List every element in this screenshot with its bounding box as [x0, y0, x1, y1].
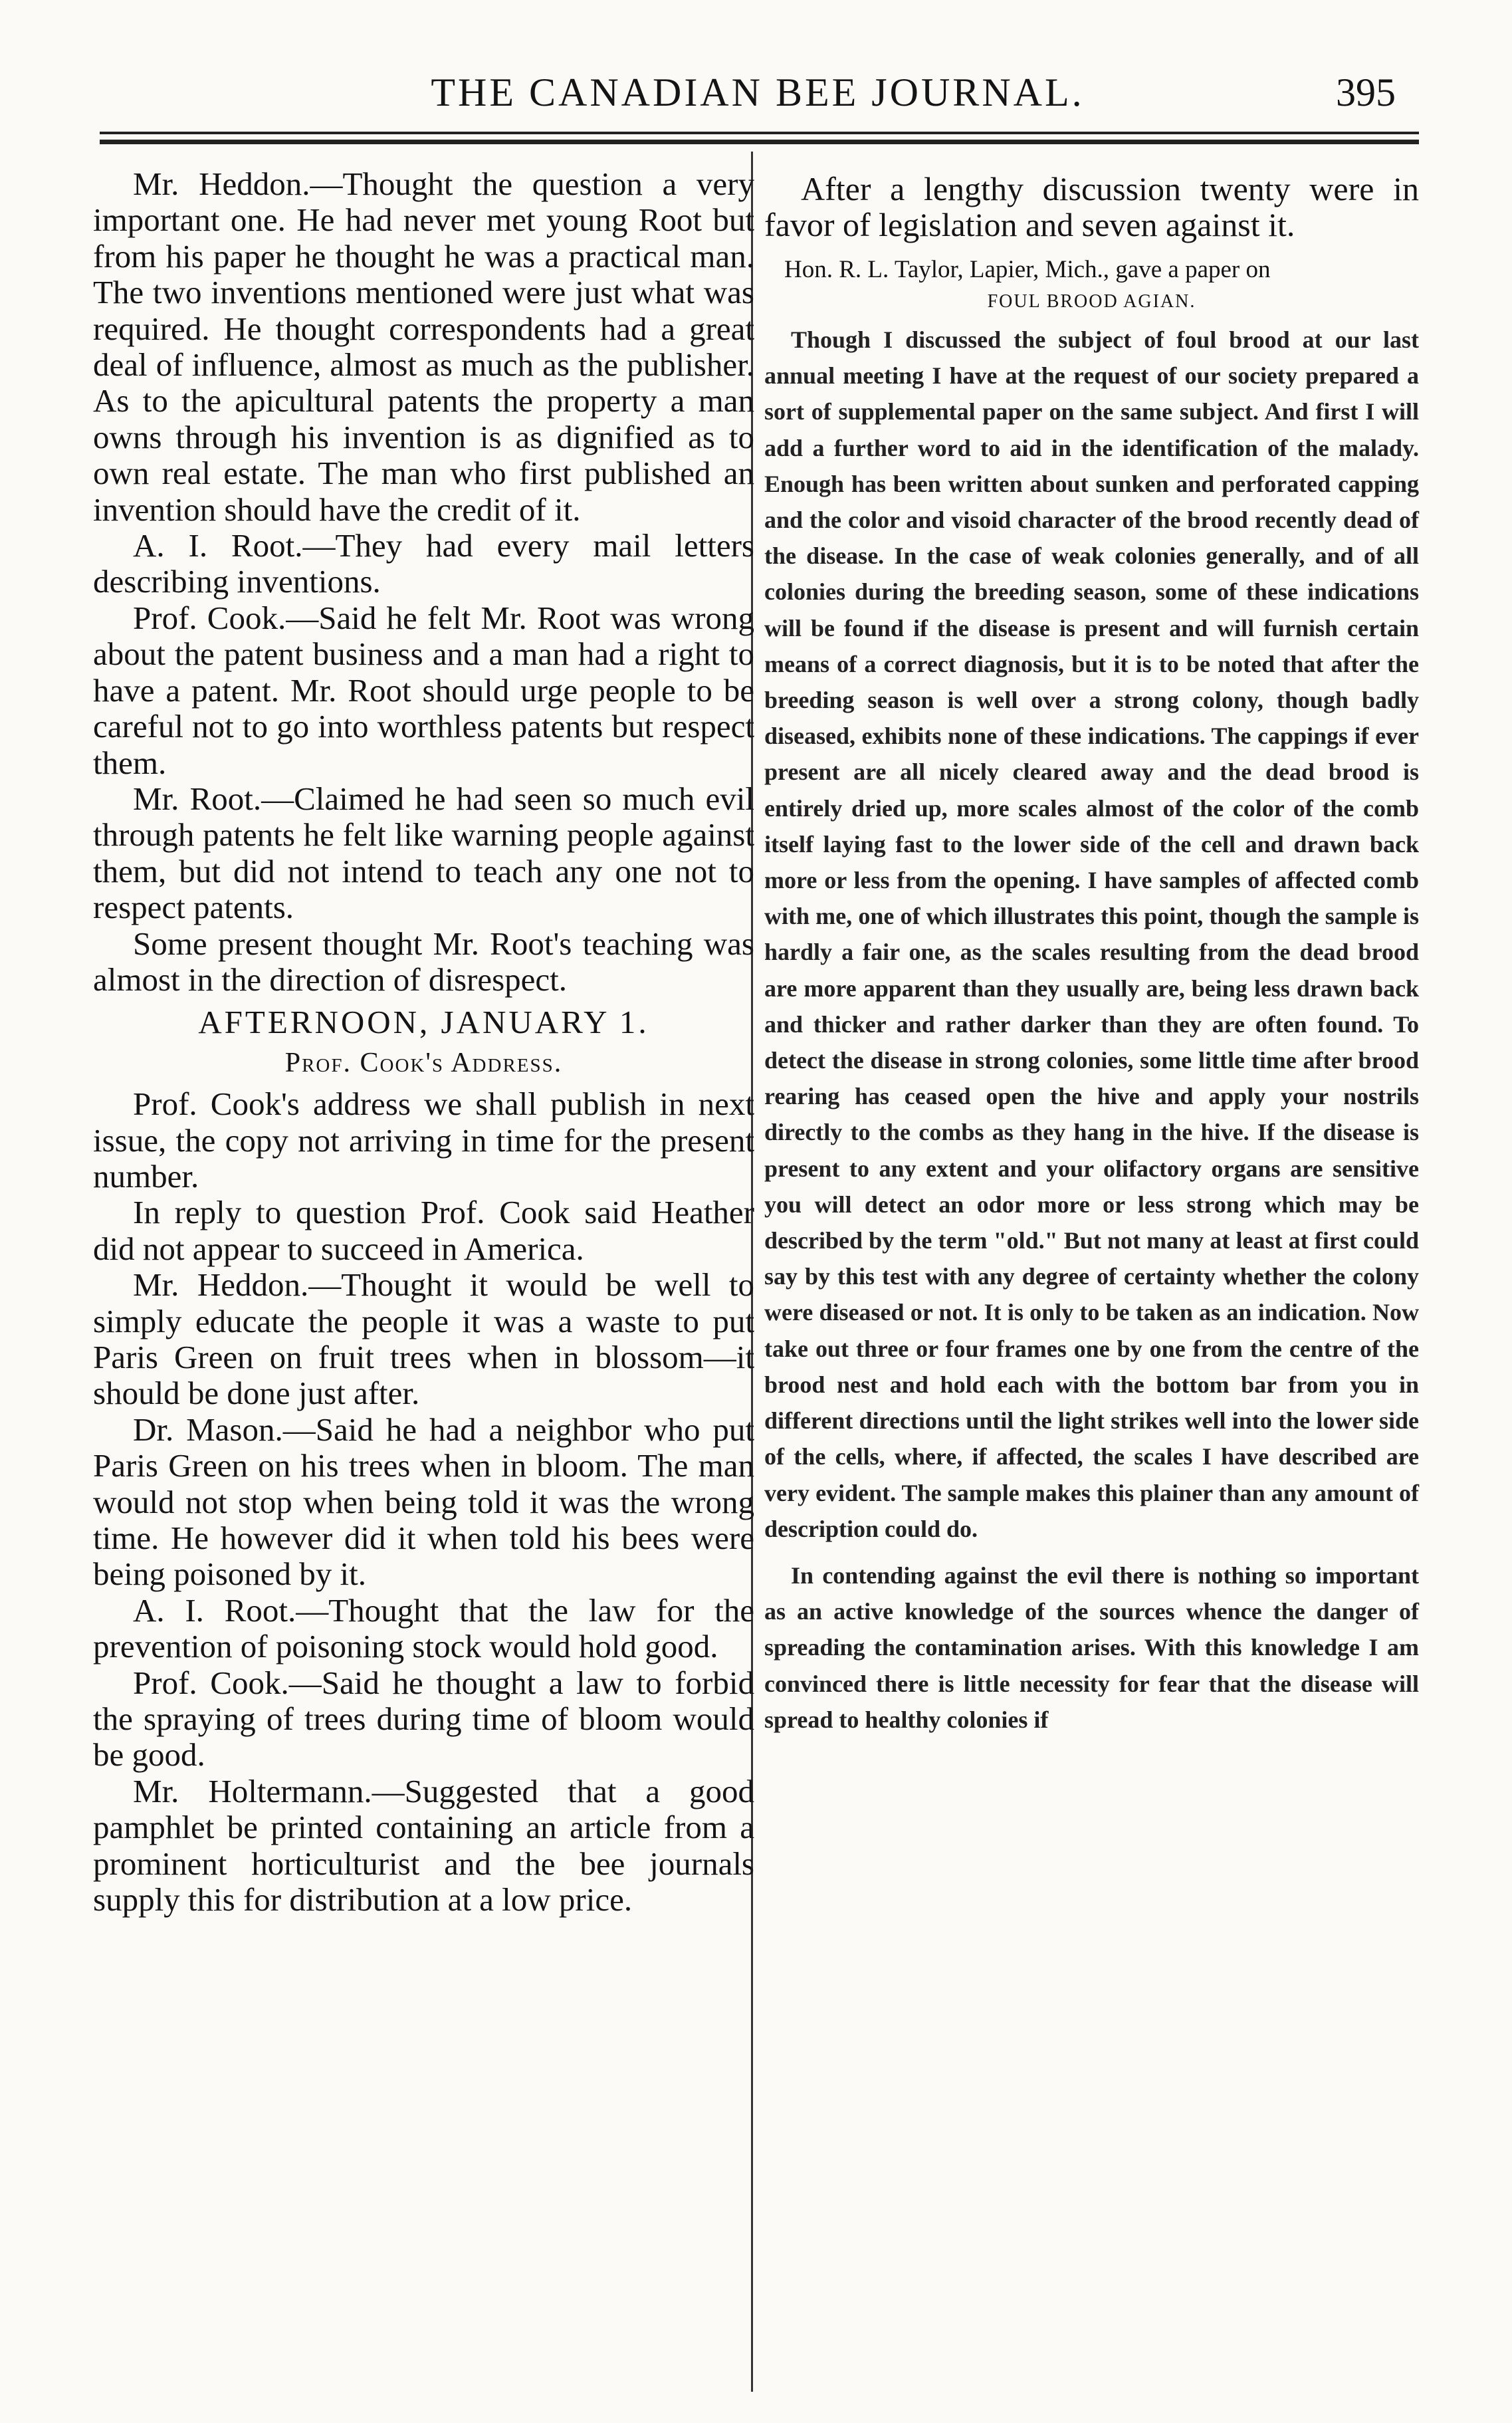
paper-body-continued: In contending against the evil there is nothing so important as an active knowledge of the sources whence the danger of spreading the contamination arises. With this knowledge I am convinced there is little necessity for fear that the disease will spread to healthy colonies if: [764, 1561, 1419, 1733]
paper-byline: Hon. R. L. Taylor, Lapier, Mich., gave a paper on: [784, 256, 1271, 283]
section-heading: AFTERNOON, JANUARY 1.: [198, 1004, 649, 1041]
left-column: [93, 166, 754, 1918]
paragraph: A. I. Root.—They had every mail letters describing inventions.: [93, 527, 754, 600]
lead-paragraph: After a lengthy discussion twenty were in favor of legislation and seven against it.: [764, 170, 1419, 243]
journal-title: THE CANADIAN BEE JOURNAL.: [431, 70, 1085, 114]
paragraph: Mr. Root.—Claimed he had seen so much evil through patents he felt like warning people against them, but did not intend to teach any one not to respect patents.: [93, 780, 754, 926]
paragraph: A. I. Root.—Thought that the law for the prevention of poisoning stock would hold good.: [93, 1591, 754, 1665]
right-column: [764, 172, 1419, 1738]
paper-body: Though I discussed the subject of foul brood at our last annual meeting I have at the request of our society prepared a sort of supplemental paper on the same subject. And first I will add a further word to aid in the identification of the malady. Enough has been written about sunken and perforated capping and the color and visoid character of the brood recently dead of the disease. In the case of weak colonies generally, and of all colonies during the breeding season, some of these indications will be found if the disease is present and will furnish certain means of a correct diagnosis, but it is to be noted that after the breeding season is well over a strong colony, though badly diseased, exhibits none of these indications. The cappings if ever present are all nicely cleared away and the dead brood is entirely dried up, more scales almost of the color of the comb itself laying fast to the lower side of the cell and drawn back more or less from the opening. I have samples of affected comb with me, one of which illustrates this point, though the sample is hardly a fair one, as the scales resulting from the dead brood are more apparent than they usually are, being less drawn back and thicker and rather darker than they are often found. To detect the disease in strong colonies, some little time after brood rearing has ceased open the hive and apply your nostrils directly to the combs as they hang in the hive. If the disease is present to any extent and your olifactory organs are sensitive you will detect an odor more or less strong which may be described by the term "old." But not many at least at first could say by this test with any degree of certainty whether the colony were diseased or not. It is only to be taken as an indication. Now take out three or four frames one by one from the centre of the brood nest and hold each with the bottom bar from you in different directions until the light strikes well into the lower side of the cells, where, if affected, the scales I have described are very evident. The sample makes this plainer than any amount of description could do.: [764, 326, 1419, 1542]
header-rule-thick: [100, 140, 1419, 144]
paragraph: Mr. Holtermann.—Suggested that a good pamphlet be printed containing an article from a prominent horticulturist and the bee journals supply this for distribution at a low price.: [93, 1772, 754, 1918]
header-rule-thin: [100, 132, 1419, 134]
paragraph: Prof. Cook.—Said he thought a law to forbid the spraying of trees during time of bloom would be good.: [93, 1664, 754, 1774]
paragraph: Mr. Heddon.—Thought the question a very important one. He had never met young Root but from his paper he thought he was a practical man. The two inventions mentioned were just what was required. He thought correspondents had a great deal of influence, almost as much as the publisher. As to the apicultural patents the property a man owns through his invention is as dignified as to own real estate. The man who first published an invention should have the credit of it.: [93, 166, 754, 528]
paragraph: Prof. Cook.—Said he felt Mr. Root was wrong about the patent business and a man had a right to have a patent. Mr. Root should urge people to be careful not to go into worthless patents but respect them.: [93, 599, 754, 781]
section-subheading: Prof. Cook's Address.: [284, 1047, 563, 1078]
paragraph: Prof. Cook's address we shall publish in next issue, the copy not arriving in time for the present number.: [93, 1086, 754, 1195]
paragraph: Some present thought Mr. Root's teaching was almost in the direction of disrespect.: [93, 925, 754, 998]
paragraph: In reply to question Prof. Cook said Heather did not appear to succeed in America.: [93, 1194, 754, 1267]
paragraph: Mr. Heddon.—Thought it would be well to simply educate the people it was a waste to put Paris Green on fruit trees when in blossom—it should be done just after.: [93, 1266, 754, 1412]
paragraph: Dr. Mason.—Said he had a neighbor who put Paris Green on his trees when in bloom. The man would not stop when being told it was the wrong time. He however did it when told his bees were being poisoned by it.: [93, 1411, 754, 1593]
paper-title: FOUL BROOD AGIAN.: [987, 291, 1196, 312]
page-header: [100, 63, 1416, 126]
page-number: 395: [1336, 70, 1396, 114]
